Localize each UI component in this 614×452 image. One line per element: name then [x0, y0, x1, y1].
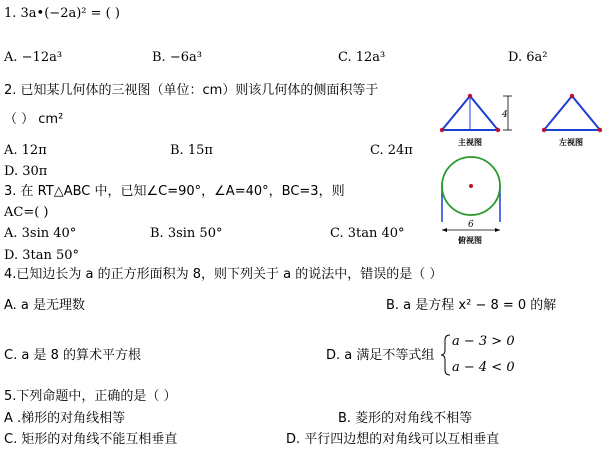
three-view-figure	[432, 86, 612, 246]
side-view-label: 左视图	[559, 138, 583, 147]
q1-option-a: A. −12a³	[4, 50, 63, 65]
q1-stem: 1. 3a•(−2a)² = ( )	[4, 6, 120, 21]
front-view-label: 主视图	[458, 138, 482, 147]
q1-option-b: B. −6a³	[152, 50, 202, 65]
q1-option-c: C. 12a³	[338, 50, 386, 65]
side-view-triangle	[544, 96, 600, 130]
q4-option-a: A. a 是无理数	[4, 298, 86, 313]
top-view-center-dot	[469, 184, 473, 188]
q2-stem-line1: 2. 已知某几何体的三视图（单位：cm）则该几何体的侧面积等于	[4, 83, 379, 98]
q5-option-d: D. 平行四边想的对角线可以互相垂直	[286, 432, 500, 447]
q2-stem-line2: （ ） cm²	[4, 112, 64, 127]
inequality-system-brace	[441, 334, 451, 376]
inequality-2: a − 4 < 0	[452, 360, 515, 375]
q2-option-c: C. 24π	[370, 143, 413, 158]
inequality-1: a − 3 > 0	[452, 334, 515, 349]
q4-option-c: C. a 是 8 的算术平方根	[4, 348, 141, 363]
q4-stem: 4.已知边长为 a 的正方形面积为 8，则下列关于 a 的说法中，错误的是（ ）	[4, 267, 443, 282]
q1-option-d: D. 6a²	[508, 50, 548, 65]
q5-option-c: C. 矩形的对角线不能互相垂直	[4, 432, 178, 447]
diameter-label: 6	[468, 220, 474, 230]
q2-option-a: A. 12π	[4, 143, 47, 158]
q3-option-c: C. 3tan 40°	[330, 226, 405, 241]
height-label: 4	[502, 110, 508, 120]
q2-option-d: D. 30π	[4, 164, 48, 179]
top-view-label: 俯视图	[458, 236, 482, 245]
q3-stem-line2: AC=( )	[4, 205, 49, 220]
q4-option-d: D. a 满足不等式组	[326, 348, 435, 363]
q2-option-b: B. 15π	[170, 143, 213, 158]
q5-option-b: B. 菱形的对角线不相等	[338, 411, 473, 426]
q4-option-b: B. a 是方程 x² − 8 = 0 的解	[386, 298, 557, 313]
q5-stem: 5.下列命题中，正确的是（ ）	[4, 389, 177, 404]
q3-stem-line1: 3. 在 RT△ABC 中，已知∠C=90°，∠A=40°，BC=3，则	[4, 184, 345, 199]
q3-option-a: A. 3sin 40°	[4, 226, 77, 241]
q3-option-d: D. 3tan 50°	[4, 248, 80, 263]
q3-option-b: B. 3sin 50°	[150, 226, 223, 241]
q5-option-a: A .梯形的对角线相等	[4, 411, 126, 426]
